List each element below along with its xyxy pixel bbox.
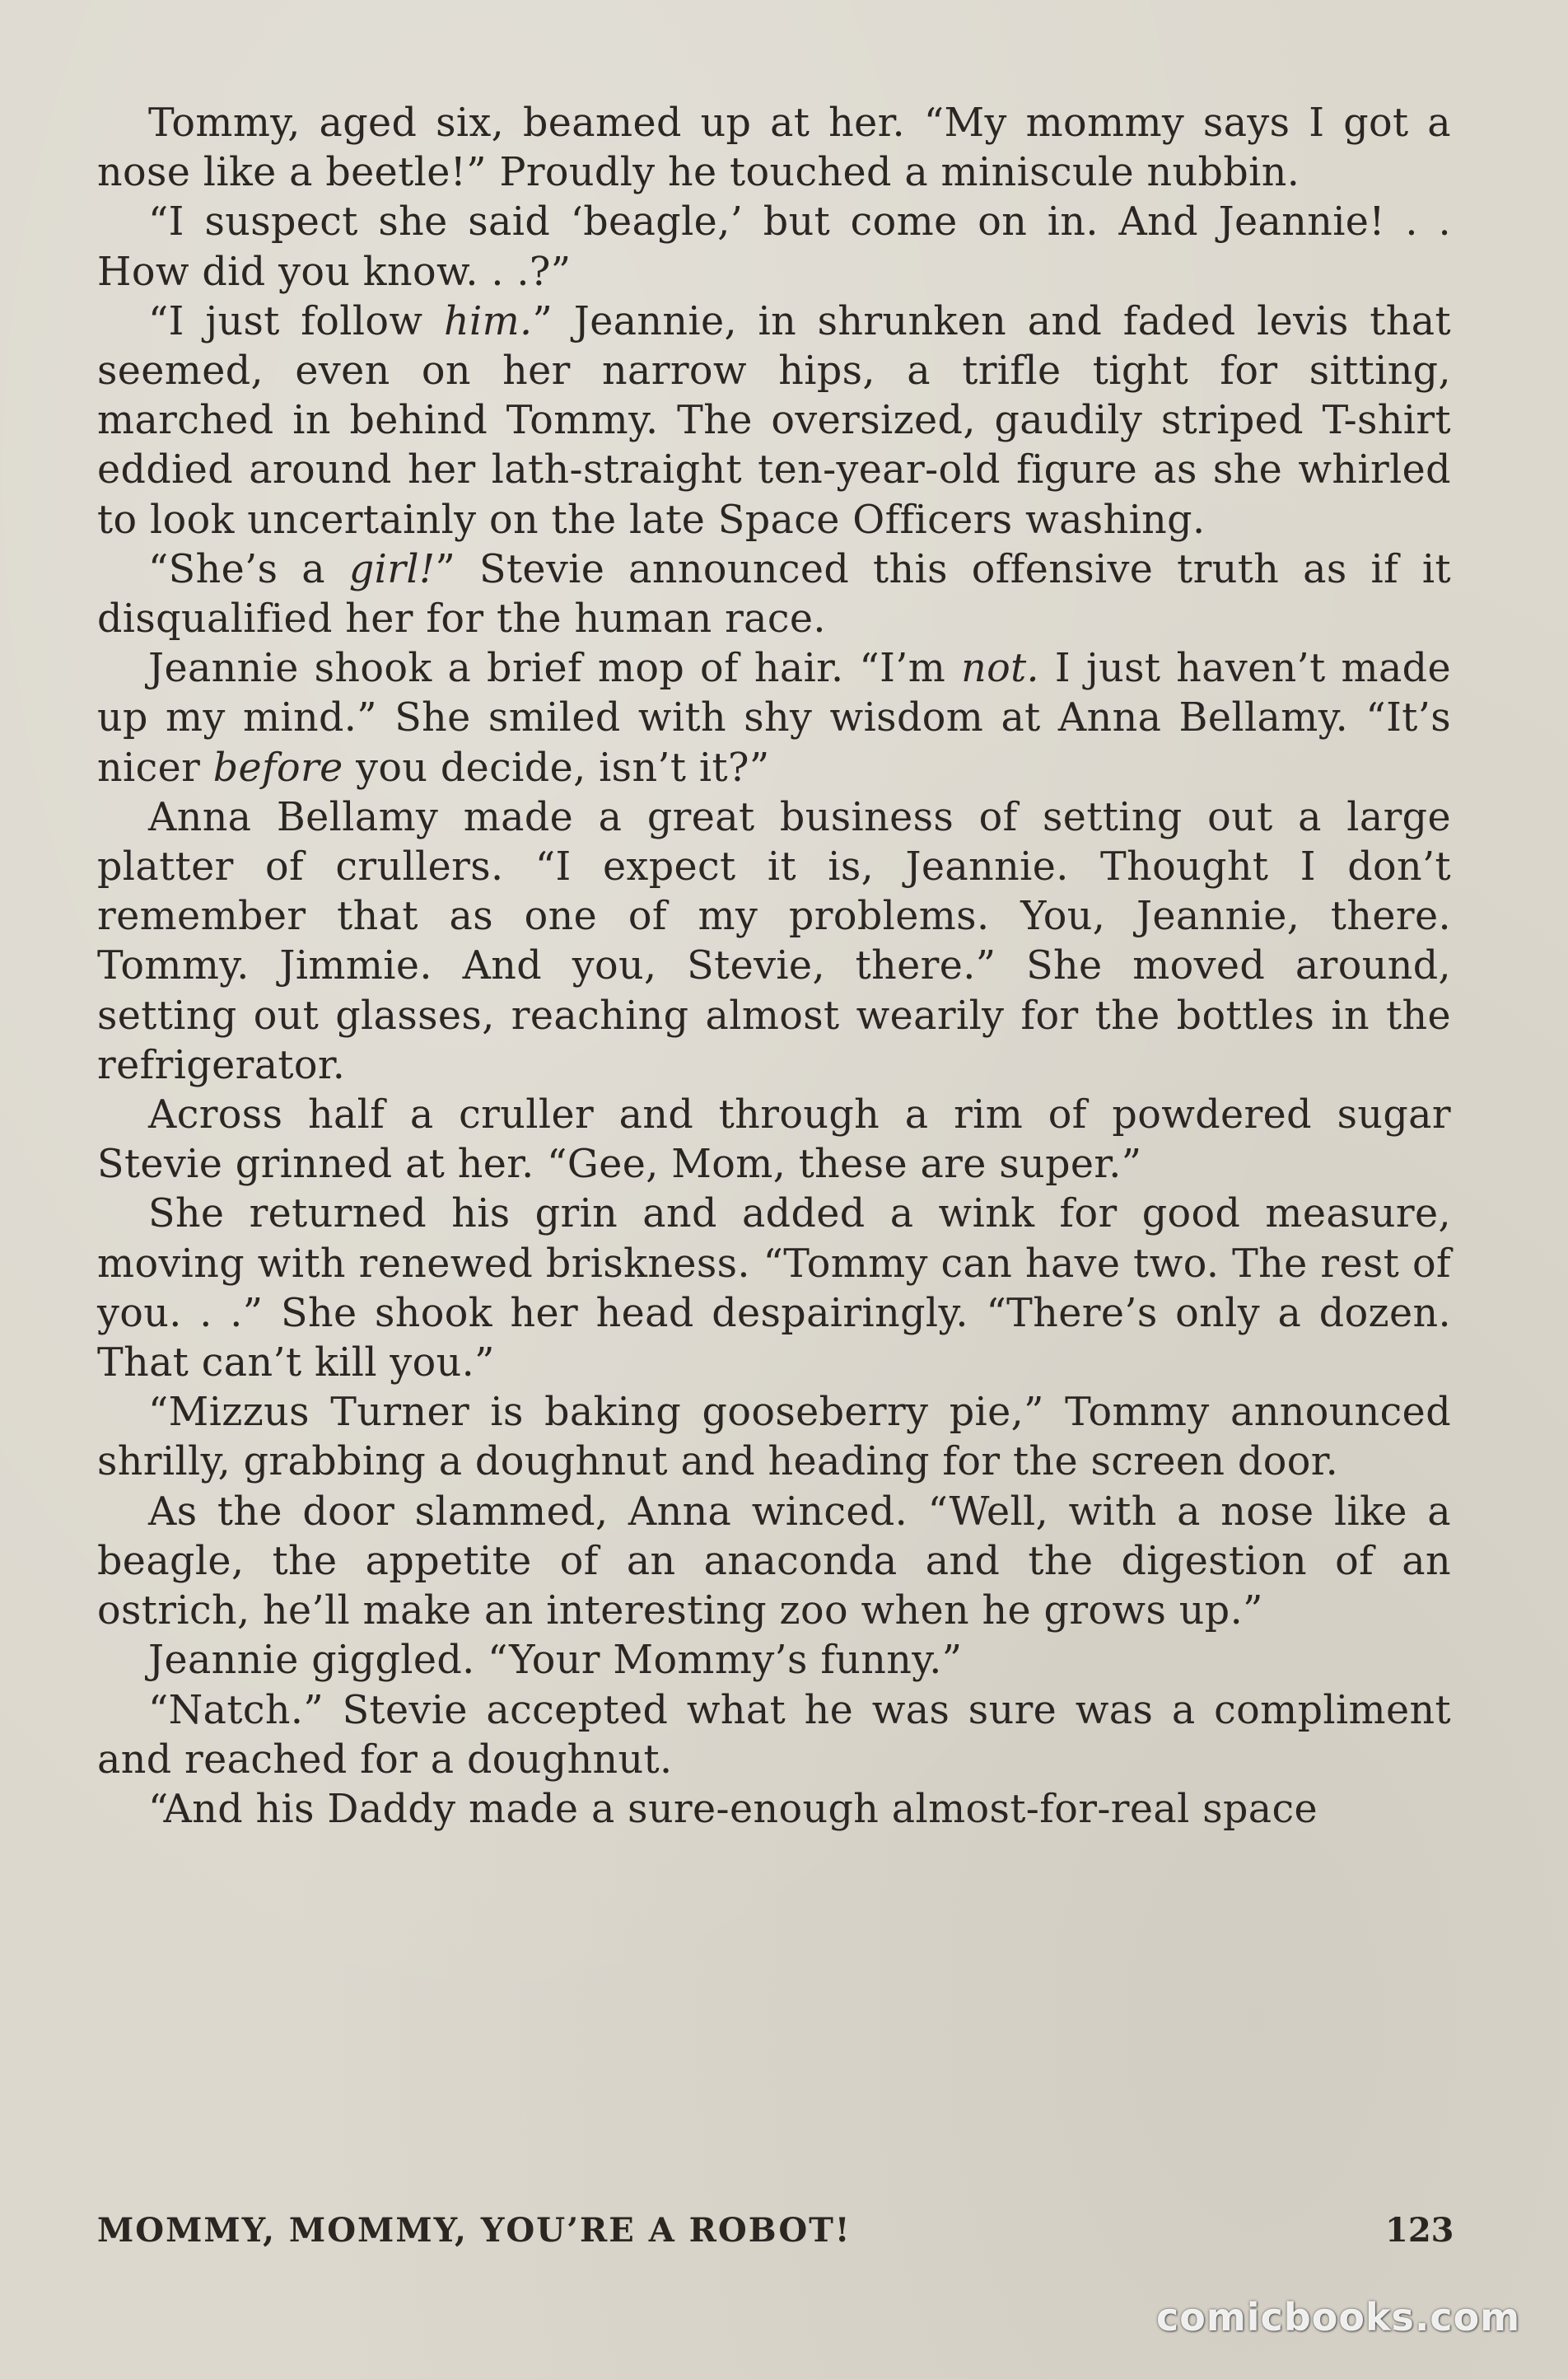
- page-number: 123: [1385, 2211, 1454, 2250]
- text-run: I just haven’t made up my mind.” She smiled with shy wisdom at Anna Bellamy. “It’s nicer: [97, 646, 1451, 791]
- text-run: As the door slammed, Anna winced. “Well, with a nose like a beagle, the appetite of an anaconda and the digestion of an ostrich, he’ll make an interesting zoo when he grows up.”: [97, 1489, 1451, 1634]
- paragraph: [97, 644, 1451, 793]
- paragraph: [97, 1388, 1451, 1487]
- paragraph: [97, 1091, 1451, 1190]
- running-footer-title: MOMMY, MOMMY, YOU’RE A ROBOT!: [97, 2211, 852, 2250]
- text-run: Anna Bellamy made a great business of setting out a large platter of crullers. “I expect it is, Jeannie. Thought I don’t remember that as one of my problems. You, Jeannie, there. Tommy. Jimmie. And you, Stevie, there.” She moved around, setting out glasses, reaching almost wearily for the bottles in the refrigerator.: [97, 794, 1451, 1088]
- text-run: She returned his grin and added a wink for good measure, moving with renewed briskness. “Tommy can have two. The rest of you. . .” She shook her head despairingly. “There’s only a dozen. That can’t kill you.”: [97, 1191, 1451, 1386]
- paragraph: [97, 793, 1451, 1091]
- paragraph: [97, 1190, 1451, 1388]
- paragraph: [97, 545, 1451, 644]
- italic-text: him.: [444, 298, 533, 344]
- text-run: you decide, isn’t it?”: [343, 745, 770, 791]
- paragraph: [97, 1636, 1451, 1685]
- italic-text: before: [212, 745, 343, 791]
- italic-text: girl!: [348, 546, 436, 592]
- paragraph: [97, 1488, 1451, 1637]
- text-run: Jeannie shook a brief mop of hair. “I’m: [148, 646, 962, 692]
- paragraph: [97, 1785, 1451, 1834]
- paragraph: [97, 198, 1451, 297]
- text-run: ” Stevie announced this offensive truth as if it disqualified her for the human race.: [97, 546, 1451, 643]
- text-run: “Mizzus Turner is baking gooseberry pie,” Tommy announced shrilly, grabbing a doughnut and heading for the screen door.: [97, 1390, 1451, 1485]
- text-run: “And his Daddy made a sure-enough almost-for-real space: [148, 1786, 1318, 1832]
- watermark: comicbooks.com: [1156, 2295, 1521, 2339]
- text-run: “I suspect she said ‘beagle,’ but come on in. And Jeannie! . . How did you know. . .?”: [97, 199, 1451, 295]
- text-run: Jeannie giggled. “Your Mommy’s funny.”: [148, 1638, 963, 1684]
- paragraph: [97, 1686, 1451, 1785]
- text-run: ” Jeannie, in shrunken and faded levis that seemed, even on her narrow hips, a trifle tight for sitting, marched in behind Tommy. The oversized, gaudily striped T-shirt eddied around her lath-straight ten-year-old figure as she whirled to look uncertainly on the late Space Officers washing.: [97, 298, 1451, 543]
- text-run: Tommy, aged six, beamed up at her. “My mommy says I got a nose like a beetle!” Proudly he touched a miniscule nubbin.: [97, 100, 1451, 196]
- text-run: “She’s a: [148, 546, 349, 592]
- story-text: [97, 99, 1451, 1834]
- paragraph: [97, 297, 1451, 545]
- paragraph: [97, 99, 1451, 198]
- text-run: Across half a cruller and through a rim of powdered sugar Stevie grinned at her. “Gee, Mom, these are super.”: [97, 1092, 1451, 1188]
- text-run: “Natch.” Stevie accepted what he was sure was a compliment and reached for a doughnut.: [97, 1687, 1451, 1783]
- text-run: “I just follow: [148, 298, 445, 344]
- italic-text: not.: [961, 646, 1040, 692]
